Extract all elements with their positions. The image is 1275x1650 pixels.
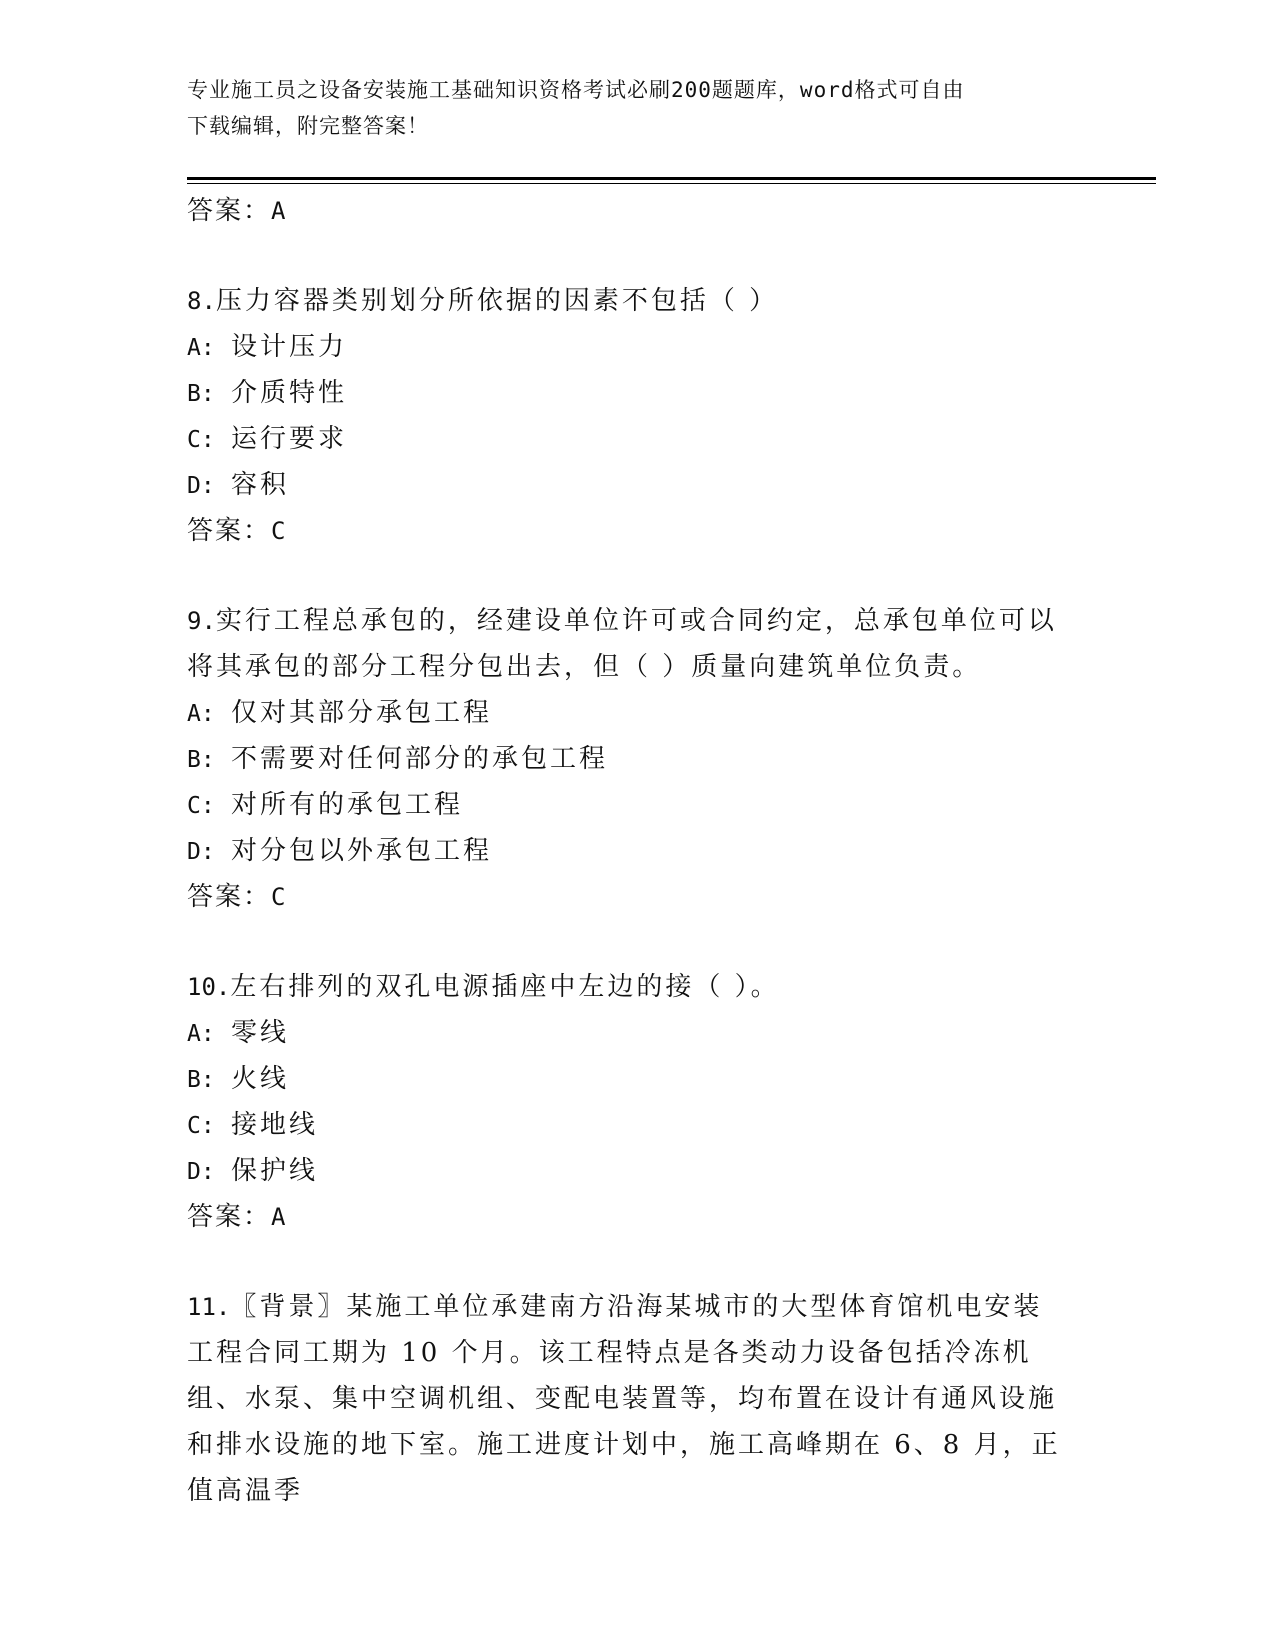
question-stem <box>187 1284 1067 1514</box>
option-key: C: <box>187 427 215 453</box>
question-number: 10. <box>187 973 231 1001</box>
option-a <box>187 324 1067 370</box>
option-d <box>187 828 1067 874</box>
document-header <box>187 72 1087 144</box>
option-key: D: <box>187 473 215 499</box>
document-body <box>187 188 1067 1514</box>
answer-line <box>187 188 1067 234</box>
header-divider <box>187 177 1156 180</box>
option-text: 运行要求 <box>231 424 348 454</box>
question-10 <box>187 964 1067 1240</box>
option-key: D: <box>187 839 215 865</box>
answer-value: A <box>271 1203 288 1231</box>
question-number: 9. <box>187 607 216 635</box>
option-text: 设计压力 <box>231 332 348 362</box>
option-a <box>187 1010 1067 1056</box>
option-text: 保护线 <box>231 1156 319 1186</box>
answer-label: 答案： <box>187 1202 272 1232</box>
option-c <box>187 1102 1067 1148</box>
option-text: 对分包以外承包工程 <box>231 836 493 866</box>
answer-line <box>187 874 1067 920</box>
answer-line <box>187 1194 1067 1240</box>
question-number: 11. <box>187 1293 231 1321</box>
question-11 <box>187 1284 1067 1514</box>
answer-value: A <box>271 197 288 225</box>
option-key: D: <box>187 1159 215 1185</box>
answer-value: C <box>271 517 288 545</box>
option-key: C: <box>187 1113 215 1139</box>
answer-label: 答案： <box>187 196 272 226</box>
option-key: B: <box>187 381 215 407</box>
option-b <box>187 736 1067 782</box>
answer-label: 答案： <box>187 882 272 912</box>
option-text: 火线 <box>231 1064 290 1094</box>
header-divider-thin <box>187 183 1156 184</box>
option-a <box>187 690 1067 736</box>
question-8 <box>187 278 1067 554</box>
option-c <box>187 782 1067 828</box>
question-text: 左右排列的双孔电源插座中左边的接（ ）。 <box>230 972 780 1002</box>
option-d <box>187 462 1067 508</box>
option-key: A: <box>187 1021 215 1047</box>
option-key: B: <box>187 1067 215 1093</box>
question-stem <box>187 964 1067 1010</box>
option-key: C: <box>187 793 215 819</box>
answer-value: C <box>271 883 288 911</box>
option-text: 接地线 <box>231 1110 319 1140</box>
option-text: 仅对其部分承包工程 <box>231 698 493 728</box>
option-c <box>187 416 1067 462</box>
option-text: 对所有的承包工程 <box>231 790 464 820</box>
option-text: 容积 <box>231 470 290 500</box>
option-b <box>187 370 1067 416</box>
question-text: 实行工程总承包的，经建设单位许可或合同约定，总承包单位可以将其承包的部分工程分包出去，但（ ）质量向建筑单位负责。 <box>187 606 1057 682</box>
question-text: 压力容器类别划分所依据的因素不包括（ ） <box>215 286 779 316</box>
question-stem <box>187 598 1067 690</box>
option-text: 零线 <box>231 1018 290 1048</box>
option-key: B: <box>187 747 215 773</box>
option-b <box>187 1056 1067 1102</box>
header-line-1: 专业施工员之设备安装施工基础知识资格考试必刷200题题库，word格式可自由 <box>187 78 965 102</box>
question-9 <box>187 598 1067 920</box>
option-text: 不需要对任何部分的承包工程 <box>231 744 609 774</box>
question-number: 8. <box>187 287 216 315</box>
question-stem <box>187 278 1067 324</box>
option-text: 介质特性 <box>231 378 348 408</box>
question-text: 〖背景〗某施工单位承建南方沿海某城市的大型体育馆机电安装工程合同工期为 10 个月。该工程特点是各类动力设备包括冷冻机组、水泵、集中空调机组、变配电装置等，均布置在设计有通风设施和排水设施的地下室。施工进度计划中，施工高峰期在 6、8 月，正值高温季 <box>187 1292 1061 1506</box>
header-line-2: 下载编辑，附完整答案！ <box>187 114 429 138</box>
option-d <box>187 1148 1067 1194</box>
option-key: A: <box>187 701 215 727</box>
answer-line <box>187 508 1067 554</box>
option-key: A: <box>187 335 215 361</box>
answer-label: 答案： <box>187 516 272 546</box>
